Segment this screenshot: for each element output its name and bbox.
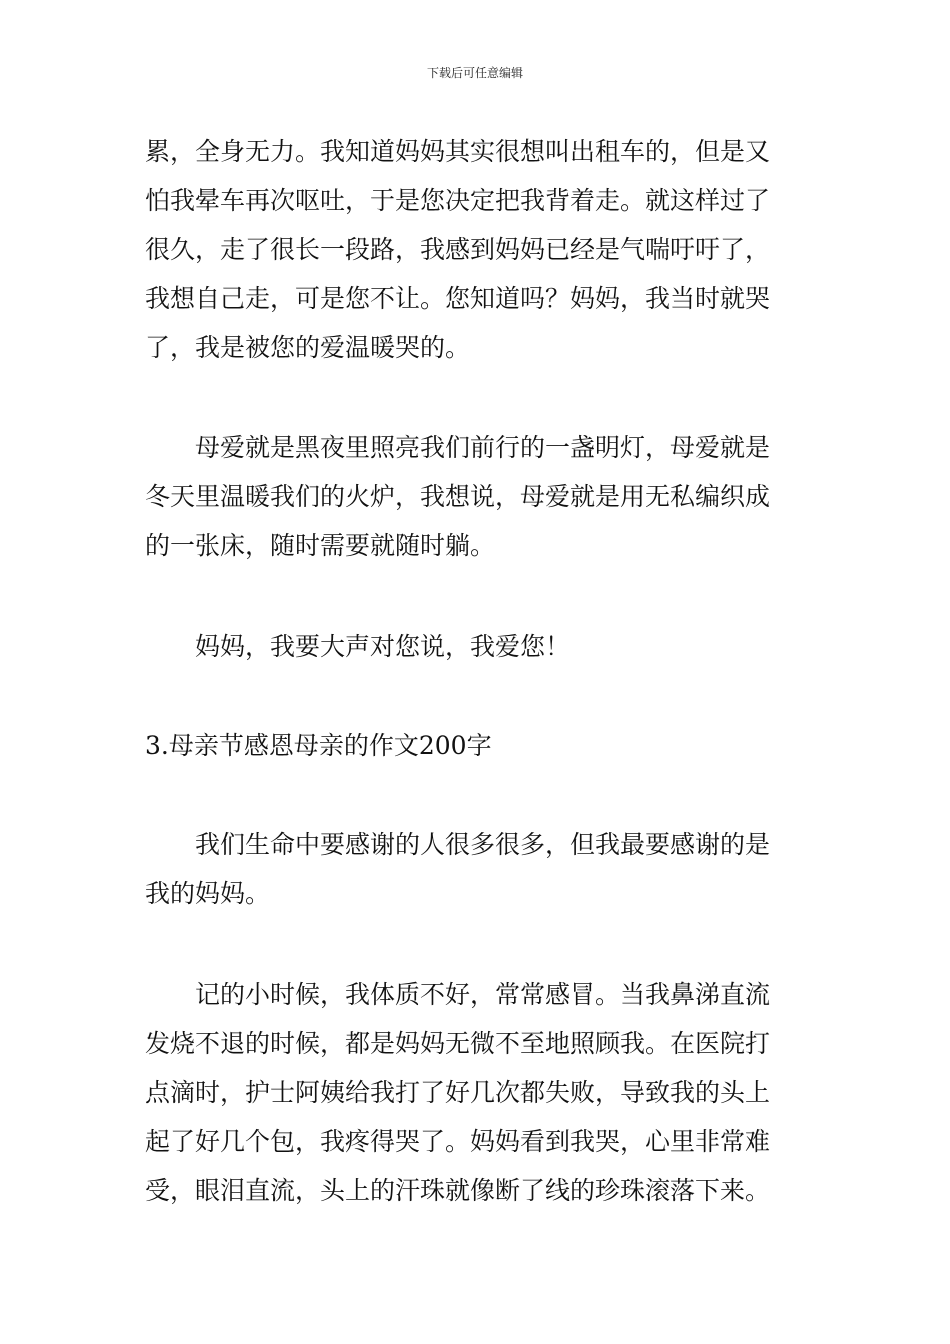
- paragraph-line: 起了好几个包，我疼得哭了。妈妈看到我哭，心里非常难: [145, 1127, 771, 1156]
- paragraph-2: [145, 423, 810, 570]
- paragraph-3: [145, 622, 810, 671]
- paragraph-line: 累，全身无力。我知道妈妈其实很想叫出租车的，但是又: [145, 137, 771, 166]
- section-heading-text: 3.母亲节感恩母亲的作文200字: [145, 731, 492, 760]
- paragraph-line: 我们生命中要感谢的人很多很多，但我最要感谢的是: [195, 830, 771, 859]
- paragraph-1: [145, 127, 810, 372]
- paragraph-line: 怕我晕车再次呕吐，于是您决定把我背着走。就这样过了: [145, 186, 771, 215]
- paragraph-line: 受，眼泪直流，头上的汗珠就像断了线的珍珠滚落下来。: [145, 1176, 771, 1205]
- paragraph-line: 点滴时，护士阿姨给我打了好几次都失败，导致我的头上: [145, 1078, 771, 1107]
- paragraph-line: 我想自己走，可是您不让。您知道吗？妈妈，我当时就哭: [145, 284, 771, 313]
- page-header: 下载后可任意编辑: [426, 66, 523, 80]
- paragraph-line: 我的妈妈。: [145, 879, 271, 908]
- paragraph-4: [145, 820, 810, 918]
- paragraph-line: 了，我是被您的爱温暖哭的。: [145, 333, 471, 362]
- paragraph-5: [145, 970, 810, 1215]
- paragraph-line: 发烧不退的时候，都是妈妈无微不至地照顾我。在医院打: [145, 1029, 771, 1058]
- paragraph-line: 的一张床，随时需要就随时躺。: [145, 531, 496, 560]
- paragraph-line: 母爱就是黑夜里照亮我们前行的一盏明灯，母爱就是: [195, 433, 771, 462]
- section-heading: [145, 721, 810, 770]
- paragraph-line: 记的小时候，我体质不好，常常感冒。当我鼻涕直流: [195, 980, 771, 1009]
- paragraph-line: 冬天里温暖我们的火炉，我想说，母爱就是用无私编织成: [145, 482, 771, 511]
- paragraph-line: 很久，走了很长一段路，我感到妈妈已经是气喘吁吁了，: [145, 235, 771, 264]
- paragraph-line: 妈妈，我要大声对您说，我爱您！: [195, 632, 571, 661]
